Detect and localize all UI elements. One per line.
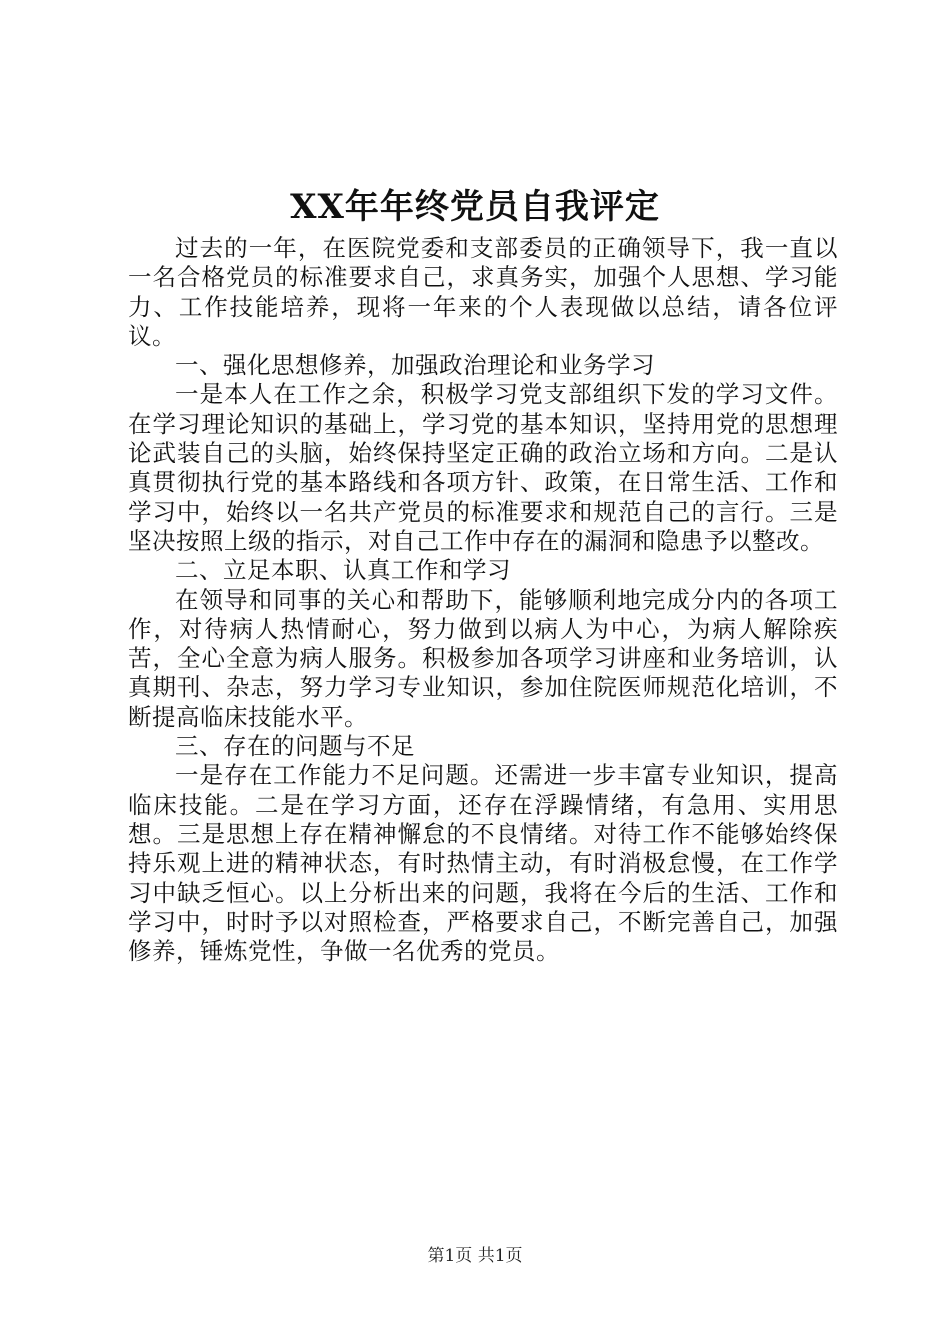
section-heading-2: 二、立足本职、认真工作和学习	[175, 556, 511, 585]
section-heading-3: 三、存在的问题与不足	[175, 732, 415, 761]
section-3-paragraph: 一是存在工作能力不足问题。还需进一步丰富专业知识，提高临床技能。二是在学习方面，还存在浮躁情绪，有急用、实用思想。三是思想上存在精神懈怠的不良情绪。对待工作不能够始终保持乐观上进的精神状态，有时热情主动，有时消极怠慢，在工作学习中缺乏恒心。以上分析出来的问题，我将在今后的生活、工作和学习中，时时予以对照检查，严格要求自己，不断完善自己，加强修养，锤炼党性，争做一名优秀的党员。	[128, 761, 838, 966]
intro-paragraph: 过去的一年，在医院党委和支部委员的正确领导下，我一直以一名合格党员的标准要求自己，求真务实，加强个人思想、学习能力、工作技能培养，现将一年来的个人表现做以总结，请各位评议。	[128, 234, 838, 350]
section-heading-1: 一、强化思想修养，加强政治理论和业务学习	[175, 351, 655, 380]
document-title: XX年年终党员自我评定	[290, 187, 660, 227]
section-2-paragraph: 在领导和同事的关心和帮助下，能够顺利地完成分内的各项工作，对待病人热情耐心，努力做到以病人为中心，为病人解除疾苦，全心全意为病人服务。积极参加各项学习讲座和业务培训，认真期刊、杂志，努力学习专业知识，参加住院医师规范化培训，不断提高临床技能水平。	[128, 585, 838, 731]
document-body	[128, 234, 838, 966]
section-1-paragraph: 一是本人在工作之余，积极学习党支部组织下发的学习文件。在学习理论知识的基础上，学习党的基本知识，坚持用党的思想理论武装自己的头脑，始终保持坚定正确的政治立场和方向。二是认真贯彻执行党的基本路线和各项方针、政策，在日常生活、工作和学习中，始终以一名共产党员的标准要求和规范自己的言行。三是坚决按照上级的指示，对自己工作中存在的漏洞和隐患予以整改。	[128, 380, 838, 555]
page-footer: 第1页 共1页	[427, 1246, 523, 1266]
